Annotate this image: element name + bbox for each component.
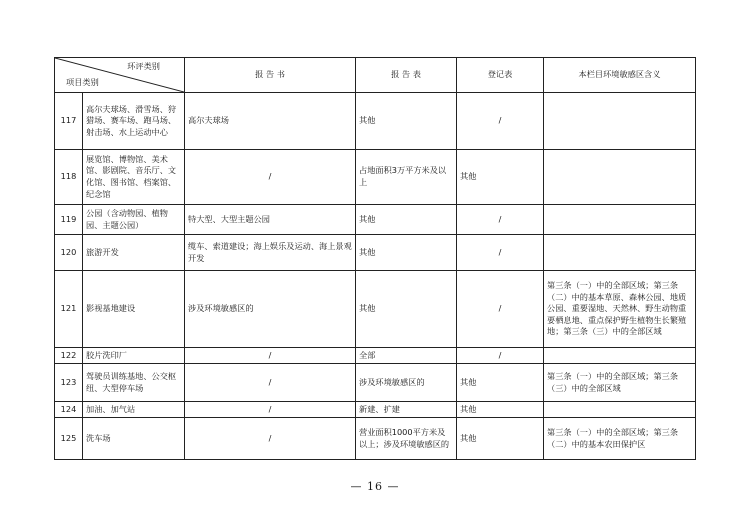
registration-cell: / [457, 348, 544, 364]
row-number: 118 [55, 150, 83, 205]
report-book-cell: 高尔夫球场 [185, 93, 356, 150]
table-row [55, 205, 696, 235]
registration-cell: / [457, 93, 544, 150]
sensitive-area-cell: 第三条（一）中的全部区域；第三条（三）中的全部区域 [544, 364, 696, 402]
report-form-cell: 其他 [356, 205, 457, 235]
report-form-cell: 其他 [356, 235, 457, 271]
report-book-cell: / [185, 364, 356, 402]
header-project-category-label: 项目类别 [66, 77, 99, 88]
registration-cell: / [457, 205, 544, 235]
table-row [55, 235, 696, 271]
header-registration-form: 登记表 [457, 58, 544, 93]
registration-cell: / [457, 235, 544, 271]
report-form-cell: 占地面积3万平方米及以上 [356, 150, 457, 205]
sensitive-area-cell: 第三条（一）中的全部区域；第三条（二）中的基本草原、森林公园、地质公园、重要湿地、天然林、野生动物重要栖息地、重点保护野生植物生长繁殖地；第三条（三）中的全部区域 [544, 271, 696, 348]
eia-category-table [54, 57, 696, 460]
project-category: 洗车场 [83, 418, 185, 460]
row-number: 125 [55, 418, 83, 460]
table-row [55, 402, 696, 418]
sensitive-area-cell [544, 93, 696, 150]
sensitive-area-cell [544, 402, 696, 418]
sensitive-area-cell [544, 150, 696, 205]
row-number: 117 [55, 93, 83, 150]
report-form-cell: 营业面积1000平方米及以上；涉及环境敏感区的 [356, 418, 457, 460]
table-row [55, 348, 696, 364]
sensitive-area-cell [544, 348, 696, 364]
report-form-cell: 其他 [356, 93, 457, 150]
header-sensitive-area: 本栏目环境敏感区含义 [544, 58, 696, 93]
report-book-cell: / [185, 402, 356, 418]
registration-cell: 其他 [457, 402, 544, 418]
report-form-cell: 其他 [356, 271, 457, 348]
table-row [55, 271, 696, 348]
project-category: 影视基地建设 [83, 271, 185, 348]
header-report-book: 报 告 书 [185, 58, 356, 93]
diagonal-header-cell [55, 58, 185, 93]
report-book-cell: / [185, 418, 356, 460]
table-header-row [55, 58, 696, 93]
report-form-cell: 新建、扩建 [356, 402, 457, 418]
project-category: 胶片洗印厂 [83, 348, 185, 364]
project-category: 驾驶员训练基地、公交枢纽、大型停车场 [83, 364, 185, 402]
table-row [55, 93, 696, 150]
table-row [55, 150, 696, 205]
project-category: 展览馆、博物馆、美术馆、影剧院、音乐厅、文化馆、图书馆、档案馆、纪念馆 [83, 150, 185, 205]
project-category: 旅游开发 [83, 235, 185, 271]
sensitive-area-cell [544, 205, 696, 235]
row-number: 120 [55, 235, 83, 271]
report-book-cell: 缆车、索道建设；海上娱乐及运动、海上景观开发 [185, 235, 356, 271]
page-number: — 16 — [350, 480, 400, 493]
row-number: 122 [55, 348, 83, 364]
project-category: 高尔夫球场、滑雪场、狩猎场、赛车场、跑马场、射击场、水上运动中心 [83, 93, 185, 150]
report-book-cell: 涉及环境敏感区的 [185, 271, 356, 348]
registration-cell: / [457, 271, 544, 348]
report-book-cell: 特大型、大型主题公园 [185, 205, 356, 235]
report-form-cell: 涉及环境敏感区的 [356, 364, 457, 402]
header-eia-category-label: 环评类别 [127, 61, 160, 71]
table-row [55, 364, 696, 402]
report-book-cell: / [185, 348, 356, 364]
report-form-cell: 全部 [356, 348, 457, 364]
row-number: 123 [55, 364, 83, 402]
project-category: 加油、加气站 [83, 402, 185, 418]
project-category: 公园（含动物园、植物园、主题公园） [83, 205, 185, 235]
row-number: 119 [55, 205, 83, 235]
table-row [55, 418, 696, 460]
row-number: 121 [55, 271, 83, 348]
registration-cell: 其他 [457, 150, 544, 205]
header-report-form: 报 告 表 [356, 58, 457, 93]
row-number: 124 [55, 402, 83, 418]
sensitive-area-cell [544, 235, 696, 271]
sensitive-area-cell: 第三条（一）中的全部区域；第三条（二）中的基本农田保护区 [544, 418, 696, 460]
registration-cell: 其他 [457, 418, 544, 460]
report-book-cell: / [185, 150, 356, 205]
registration-cell: 其他 [457, 364, 544, 402]
